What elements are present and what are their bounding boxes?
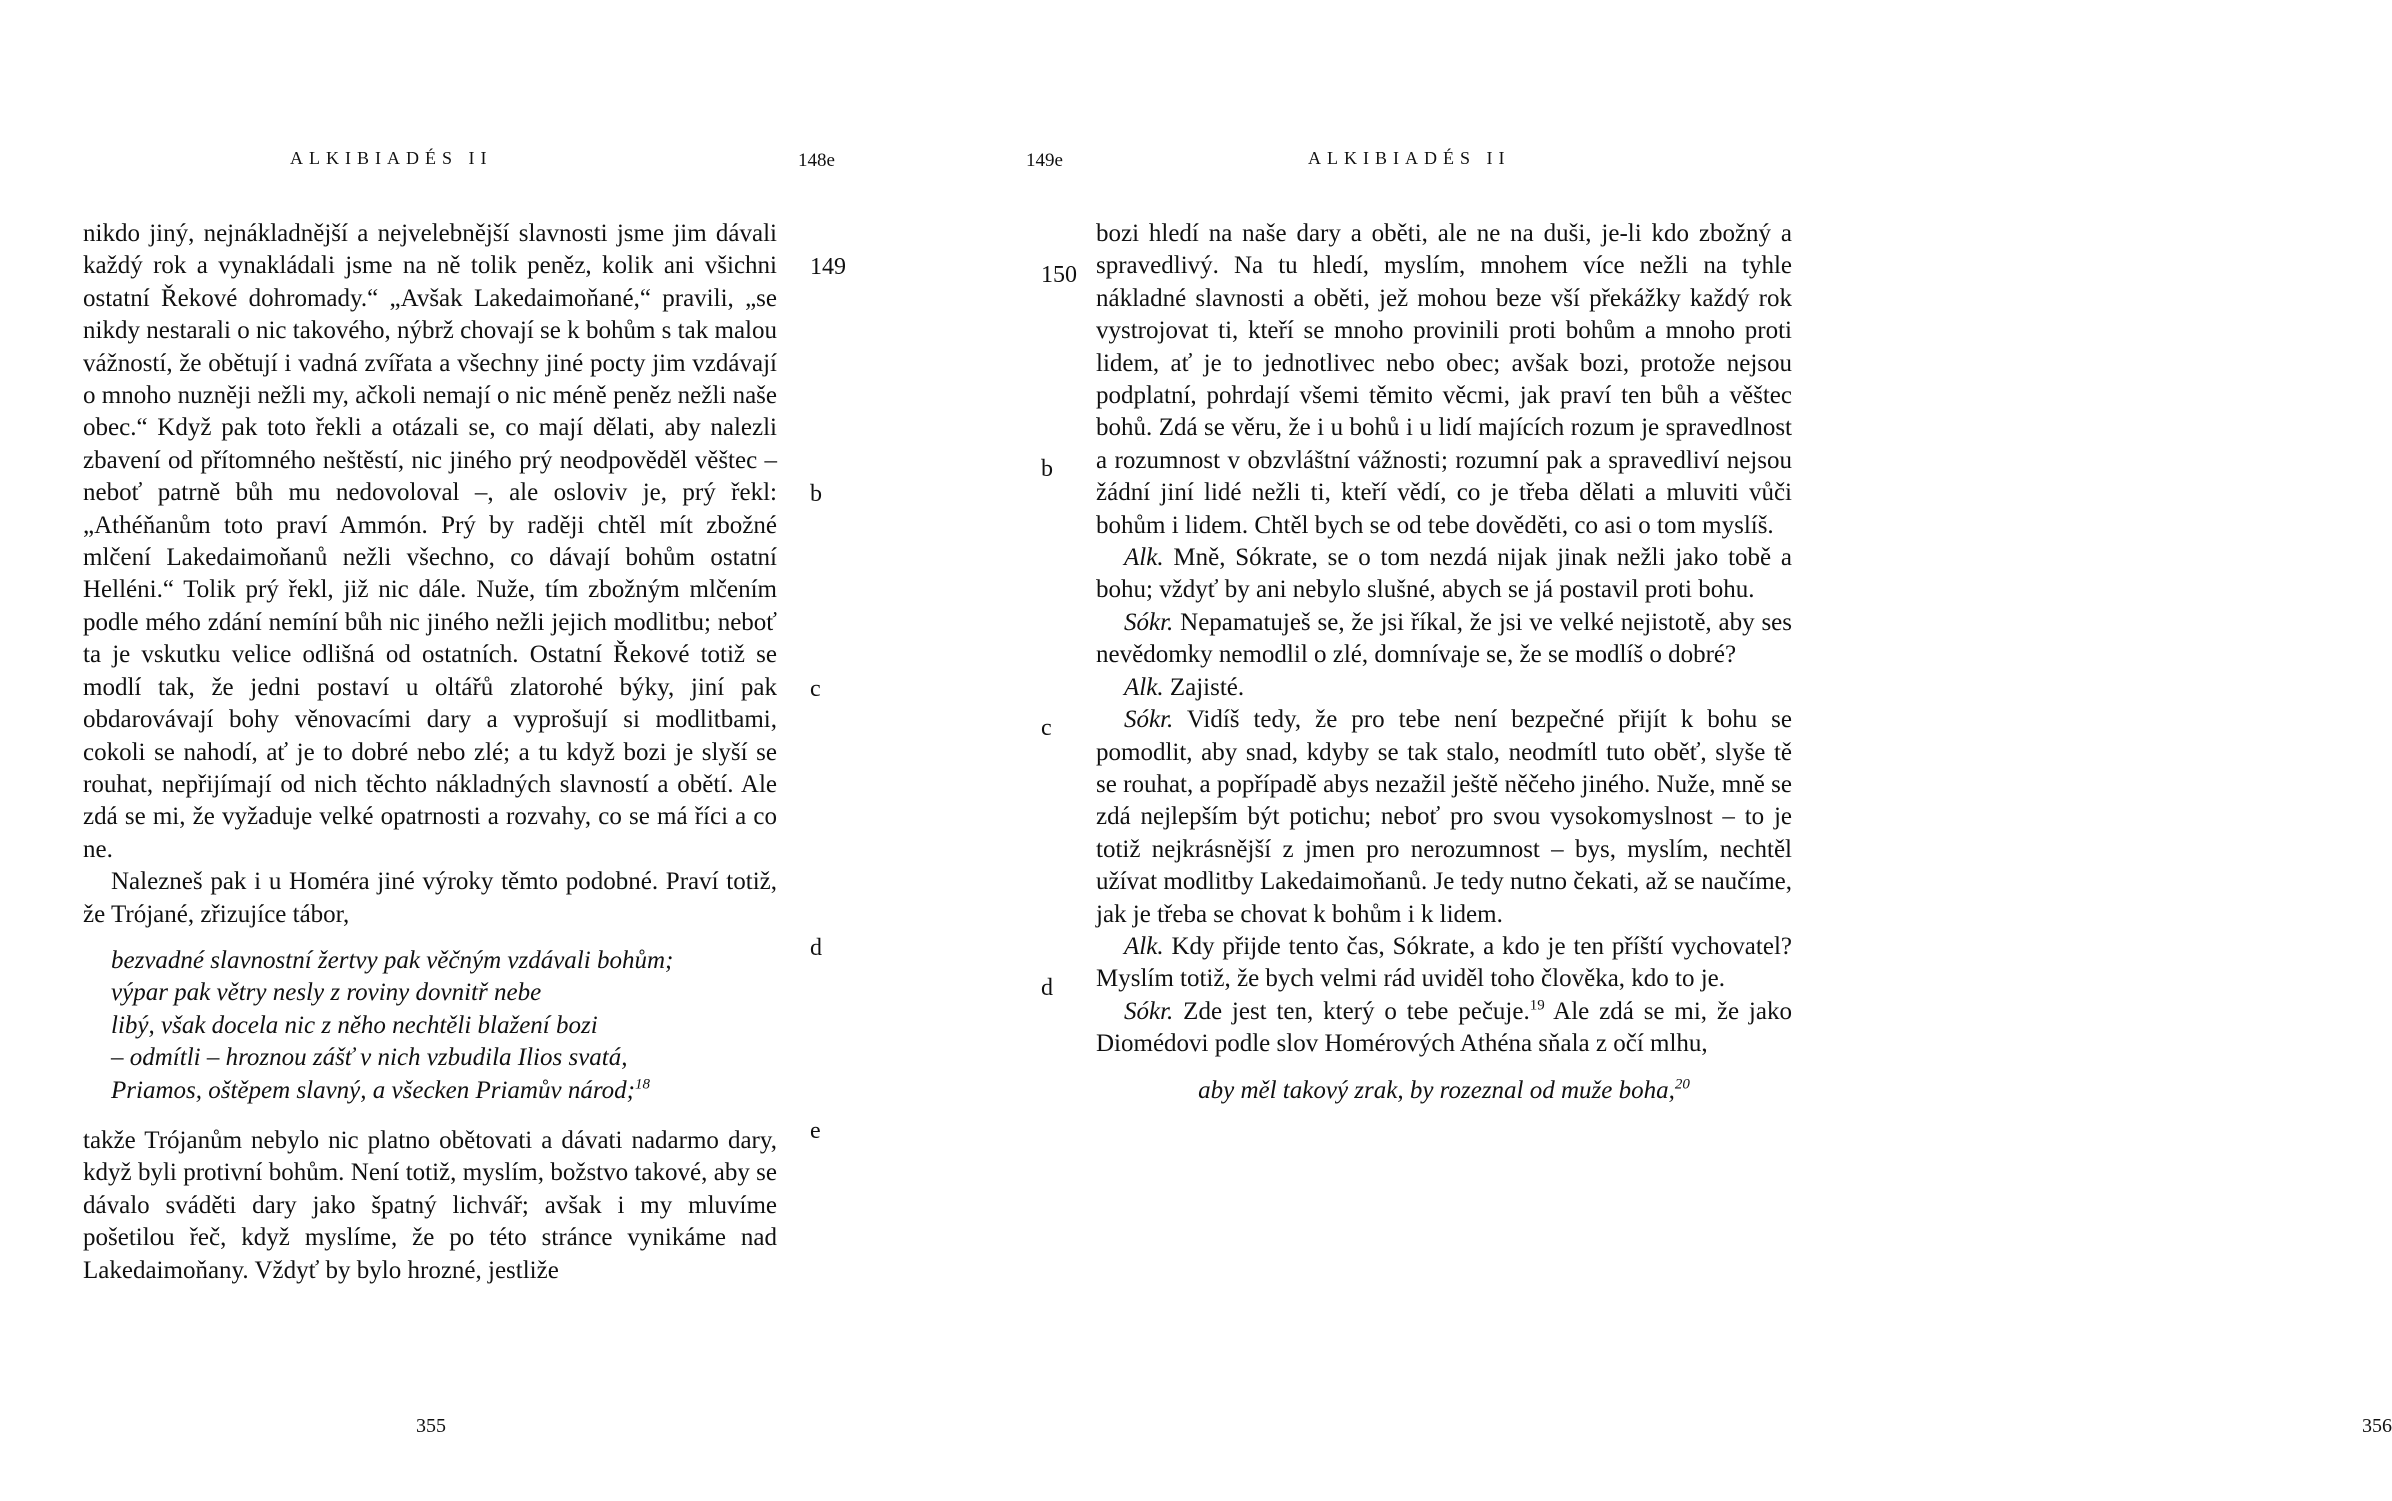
- footnote-marker: 20: [1674, 1076, 1690, 1093]
- dialogue-line: [1096, 542, 1792, 607]
- margin-ref-e: e: [810, 1118, 821, 1144]
- speech-text: Vidíš tedy, že pro tebe není bezpečné přijít k bohu se pomodlit, aby snad, kdyby se tak stalo, neodmítl tuto oběť, slyše tě se rouhat, a popřípadě abys nezažil ještě něčeho jiného. Nuže, mně se zdá nejlepším být potichu; neboť pro svou vysokomyslnost – to je totiž nejkrásnější z jmen pro nerozumnost – bys, myslím, nechtěl užívat modlitby Lakedaimoňanů. Je tedy nutno čekati, až se naučíme, jak je třeba se chovat k bohům i k lidem.: [1096, 706, 1792, 928]
- homer-verse-quote: [111, 945, 777, 1107]
- paragraph: bozi hledí na naše dary a oběti, ale ne na duši, je-li kdo zbožný a spravedlivý. Na tu hledí, myslím, mnohem více nežli na tyhle nákladné slavnosti a oběti, jež mohou beze vší překážky každý rok vystrojovat ti, kteří se mnoho provinili proti bohům a mnoho proti lidem, ať je to jednotlivec nebo obec; avšak bozi, protože nejsou podplatní, pohrdají všemi těmito věcmi, jak praví ten bůh a věštec bohů. Zdá se věru, že i u bohů i u lidí majících rozum je spravedlnost a rozumnost v obzvláštní vážnosti; rozumní pak a spravedliví nejsou žádní jiní lidé nežli ti, kteří vědí, co je třeba dělati a mluviti vůči bohům i lidem. Chtěl bych se od tebe dověděti, co asi o tom myslíš.: [1096, 220, 1792, 539]
- homer-verse-quote: [1096, 1075, 1792, 1107]
- dialogue-line: [1096, 607, 1792, 672]
- verse-line: – odmítli – hroznou zášť v nich vzbudila Ilios svatá,: [111, 1044, 628, 1072]
- dialogue-line: [1096, 672, 1792, 704]
- margin-ref-b: b: [810, 481, 822, 507]
- right-body-text: [1096, 218, 1792, 1107]
- dialogue-line: [1096, 931, 1792, 996]
- stephanus-ref-head: 149e: [1026, 150, 1063, 171]
- margin-ref-d: d: [1041, 975, 1053, 1001]
- dialogue-line: [1096, 704, 1792, 931]
- speaker-label: Alk.: [1124, 932, 1164, 960]
- speaker-label: Sókr.: [1124, 706, 1174, 734]
- margin-ref-149: 149: [810, 254, 846, 280]
- speaker-label: Alk.: [1124, 544, 1164, 572]
- running-head: ALKIBIADÉS II: [1308, 148, 1511, 168]
- margin-ref-c: c: [1041, 715, 1052, 741]
- margin-ref-150: 150: [1041, 262, 1077, 288]
- speech-text: Zde jest ten, který o tebe pečuje.: [1173, 997, 1530, 1025]
- verse-line: libý, však docela nic z něho nechtěli blažení bozi: [111, 1011, 598, 1039]
- speech-text: Kdy přijde tento čas, Sókrate, a kdo je ten příští vychovatel? Myslím totiž, že bych velmi rád uviděl toho člověka, kdo to je.: [1096, 932, 1792, 993]
- page-number: 355: [416, 1415, 446, 1437]
- running-head: ALKIBIADÉS II: [290, 148, 493, 168]
- page-number: 356: [2362, 1415, 2392, 1437]
- verse-line: výpar pak větry nesly z roviny dovnitř nebe: [111, 979, 542, 1007]
- speech-text: Nepamatuješ se, že jsi říkal, že jsi ve velké nejistotě, aby ses nevědomky nemodlil o zlé, domnívaje se, že se modlíš o dobré?: [1096, 608, 1792, 669]
- margin-ref-b: b: [1041, 456, 1053, 482]
- margin-ref-c: c: [810, 676, 821, 702]
- speaker-label: Sókr.: [1124, 997, 1174, 1025]
- right-page: [931, 0, 2392, 1501]
- verse-line: Priamos, oštěpem slavný, a všecken Priamův národ;: [111, 1076, 635, 1104]
- paragraph: takže Trójanům nebylo nic platno obětovati a dávati nadarmo dary, když byli protivní bohům. Není totiž, myslím, božstvo takové, aby se dávalo sváděti dary jako špatný lichvář; avšak i my mluvíme pošetilou řeč, když myslíme, že po této stránce vynikáme nad Lakedaimoňany. Vždyť by bylo hrozné, jestliže: [83, 1126, 777, 1284]
- left-body-text: [83, 218, 777, 1287]
- paragraph: Nalezneš pak i u Homéra jiné výroky těmto podobné. Praví totiž, že Trójané, zřizujíce tábor,: [83, 868, 777, 928]
- margin-ref-d: d: [810, 935, 822, 961]
- paragraph: nikdo jiný, nejnákladnější a nejvelebnější slavnosti jsme jim dávali každý rok a vynakládali jsme na ně tolik peněz, kolik ani všichni ostatní Řekové dohromady.“ „Avšak Lakedaimoňané,“ pravili, „se nikdy nestarali o nic takového, nýbrž chovají se k bohům s tak malou vážností, že obětují i vadná zvířata a všechny jiné pocty jim vzdávají o mnoho nuzněji nežli my, ačkoli nemají o nic méně peněz nežli naše obec.“ Když pak toto řekli a otázali se, co mají dělati, aby nalezli zbavení od přítomného neštěstí, nic jiného prý neodpověděl věštec – neboť patrně bůh mu nedovoloval –, ale osloviv je, prý řekl: „Athéňanům toto praví Ammón. Prý by raději chtěl mít zbožné mlčení Lakedaimoňanů nežli všechno, co dávají bohům ostatní Helléni.“ Tolik prý řekl, již nic dále. Nuže, tím zbožným mlčením podle mého zdání nemíní bůh nic jiného nežli jejich modlitbu; neboť ta je vskutku velice odlišná od ostatních. Ostatní Řekové totiž se modlí tak, že jedni postaví u oltářů zlatorohé býky, jiní pak obdarovávají bohy věnovacími dary a vyprošují si modlitbami, cokoli se nahodí, ať je to dobré nebo zlé; a tu když bozi je slyší se rouhat, nepřijímají od nich těchto nákladných slavností a obětí. Ale zdá se mi, že vyžaduje velké opatrnosti a rozvahy, co se má říci a co ne.: [83, 220, 777, 863]
- speaker-label: Alk.: [1124, 673, 1164, 701]
- speech-text: Mně, Sókrate, se o tom nezdá nijak jinak nežli jako tobě a bohu; vždyť by ani nebylo slušné, abych se já postavil proti bohu.: [1096, 544, 1792, 604]
- footnote-marker: 19: [1529, 997, 1545, 1014]
- left-page: [0, 0, 931, 1501]
- verse-line: aby měl takový zrak, by rozeznal od muže boha,: [1198, 1076, 1675, 1104]
- speech-text: Ale zdá se mi, že jako Diomédovi podle slov Homérových Athéna sňala z očí mlhu,: [1096, 997, 1792, 1058]
- verse-line: bezvadné slavnostní žertvy pak věčným vzdávali bohům;: [111, 946, 674, 974]
- stephanus-ref-head: 148e: [798, 150, 835, 171]
- dialogue-line: [1096, 996, 1792, 1061]
- speaker-label: Sókr.: [1124, 608, 1174, 636]
- footnote-marker: 18: [634, 1076, 650, 1093]
- speech-text: Zajisté.: [1163, 673, 1245, 701]
